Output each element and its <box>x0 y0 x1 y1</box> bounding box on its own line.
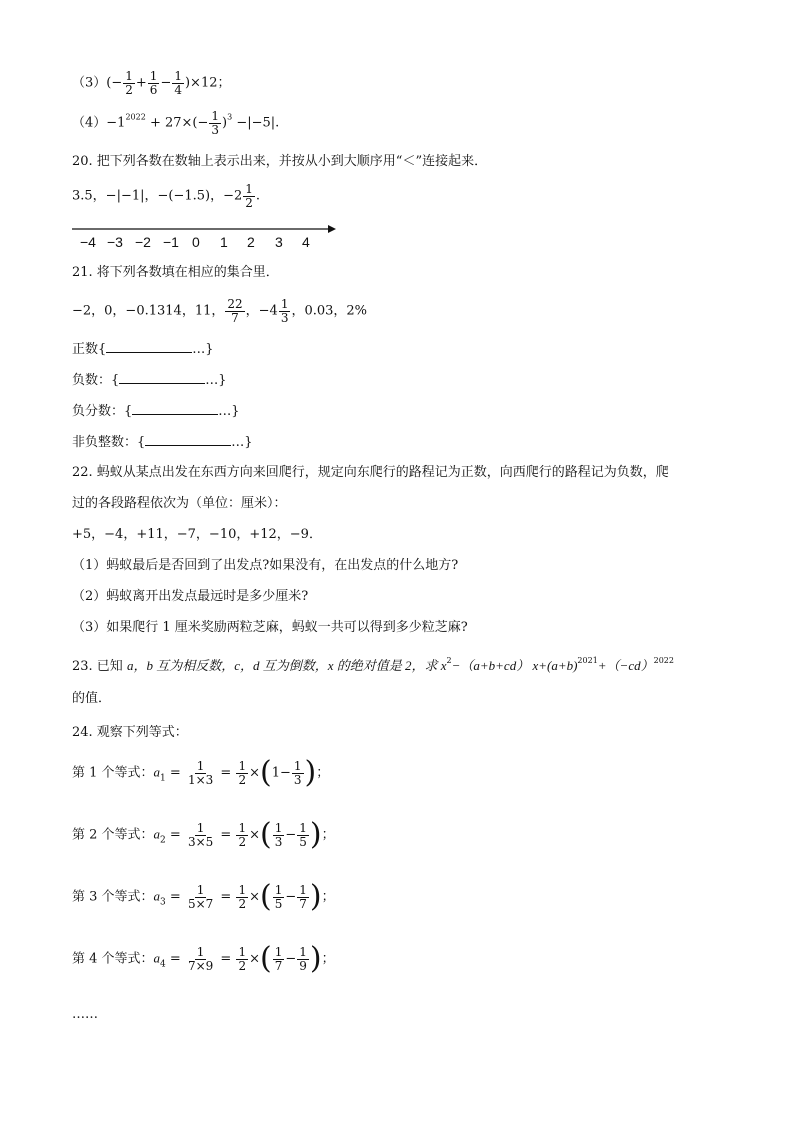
question-23: 23. 已知 a，b 互为相反数，c，d 互为倒数，x 的绝对值是 2，求 $x^2-(a+b+cd)$ $x+(a+b)^{2021}+(-cd)^{2022}$ <box>72 656 674 674</box>
answer-blank[interactable] <box>119 372 205 384</box>
arrow-icon <box>328 225 336 233</box>
fraction: $\frac{1}{4}$ <box>174 69 182 97</box>
fraction: $\frac{22}{7}$ <box>227 297 243 325</box>
problem-3-label: （3） <box>72 75 107 91</box>
fraction: $\frac{1}{6}$ <box>149 69 158 97</box>
fraction: $\frac{1}{2}$ <box>125 69 133 97</box>
tick-label: −3 <box>107 234 123 250</box>
set-negative: 负数：{ …} <box>72 373 227 388</box>
question-22-sub2: （2）蚂蚁离开出发点最远时是多少厘米? <box>72 589 309 604</box>
tick-label: 4 <box>302 234 310 250</box>
tick-label: 0 <box>192 234 200 250</box>
tick-label: −1 <box>163 234 179 250</box>
answer-blank[interactable] <box>132 403 218 415</box>
answer-blank[interactable] <box>106 341 192 353</box>
equation-2: 第 2 个等式：$a_2$ = $\frac{1}{3\times 5}$ = $\frac{1}{2}$ ×( $\frac{1}{3}$ − $\frac{1}{5}$ )； <box>72 817 335 852</box>
question-22-line1: 22. 蚂蚁从某点出发在东西方向来回爬行，规定向东爬行的路程记为正数，向西爬行的路程记为负数，爬 <box>72 465 669 480</box>
set-nonnegative-integer: 非负整数：{ …} <box>72 435 253 450</box>
question-23-line2: 的值． <box>72 691 112 706</box>
tick-label: 1 <box>220 234 228 250</box>
question-20: 20. 把下列各数在数轴上表示出来，并按从小到大顺序用“＜”连接起来． <box>72 154 488 169</box>
fraction: $\frac{1}{2}$ <box>245 182 253 210</box>
problem-4: $(4)-1^{2022} + 27\times(-$ $\frac{1}{3}$ )$^3$ −|−5|. <box>72 109 280 137</box>
set-negative-fraction: 负分数：{ …} <box>72 404 240 419</box>
equation-1: 第 1 个等式：$a_1$ = $\frac{1}{1\times 3}$ = $\frac{1}{2}$ ×(1− $\frac{1}{3}$ )； <box>72 755 330 790</box>
question-22-sub3: （3）如果爬行 1 厘米奖励两粒芝麻，蚂蚁一共可以得到多少粒芝麻? <box>72 620 468 635</box>
question-24: 24. 观察下列等式： <box>72 725 188 740</box>
tick-label: 2 <box>247 234 255 250</box>
question-21-numbers: −2，0，−0.1314，11， $\frac{22}{7}$ ，−4 $\frac{1}{3}$ ，0.03，2% <box>72 297 368 325</box>
question-22-sub1: （1）蚂蚁最后是否回到了出发点?如果没有，在出发点的什么地方? <box>72 558 459 573</box>
question-21: 21. 将下列各数填在相应的集合里． <box>72 265 279 280</box>
fraction: $\frac{1}{3}$ <box>280 297 289 325</box>
tick-label: 3 <box>275 234 283 250</box>
equation-3: 第 3 个等式：$a_3$ = $\frac{1}{5\times 7}$ = $\frac{1}{2}$ ×( $\frac{1}{5}$ − $\frac{1}{7}$ )； <box>72 879 335 914</box>
question-22-line2: 过的各段路程依次为（单位：厘米）： <box>72 496 287 511</box>
tick-label: −2 <box>135 234 151 250</box>
problem-3: （3）(− $\frac{1}{2}$ + $\frac{1}{6}$ − $\frac{1}{4}$ )×12； <box>72 69 231 97</box>
question-20-numbers: 3.5，−|−1|，−(−1.5)，−2 $\frac{1}{2}$ . <box>72 182 261 210</box>
equation-4: 第 4 个等式：$a_4$ = $\frac{1}{7\times 9}$ = $\frac{1}{2}$ ×( $\frac{1}{7}$ − $\frac{1}{9}$ )； <box>72 941 335 976</box>
question-22-distances: +5，−4，+11，−7，−10，+12，−9． <box>72 527 322 542</box>
tick-label: −4 <box>80 234 96 250</box>
set-positive: 正数{ …} <box>72 342 214 357</box>
fraction: $\frac{1}{3}$ <box>211 109 220 137</box>
answer-blank[interactable] <box>145 434 231 446</box>
ellipsis: …… <box>72 1007 98 1022</box>
